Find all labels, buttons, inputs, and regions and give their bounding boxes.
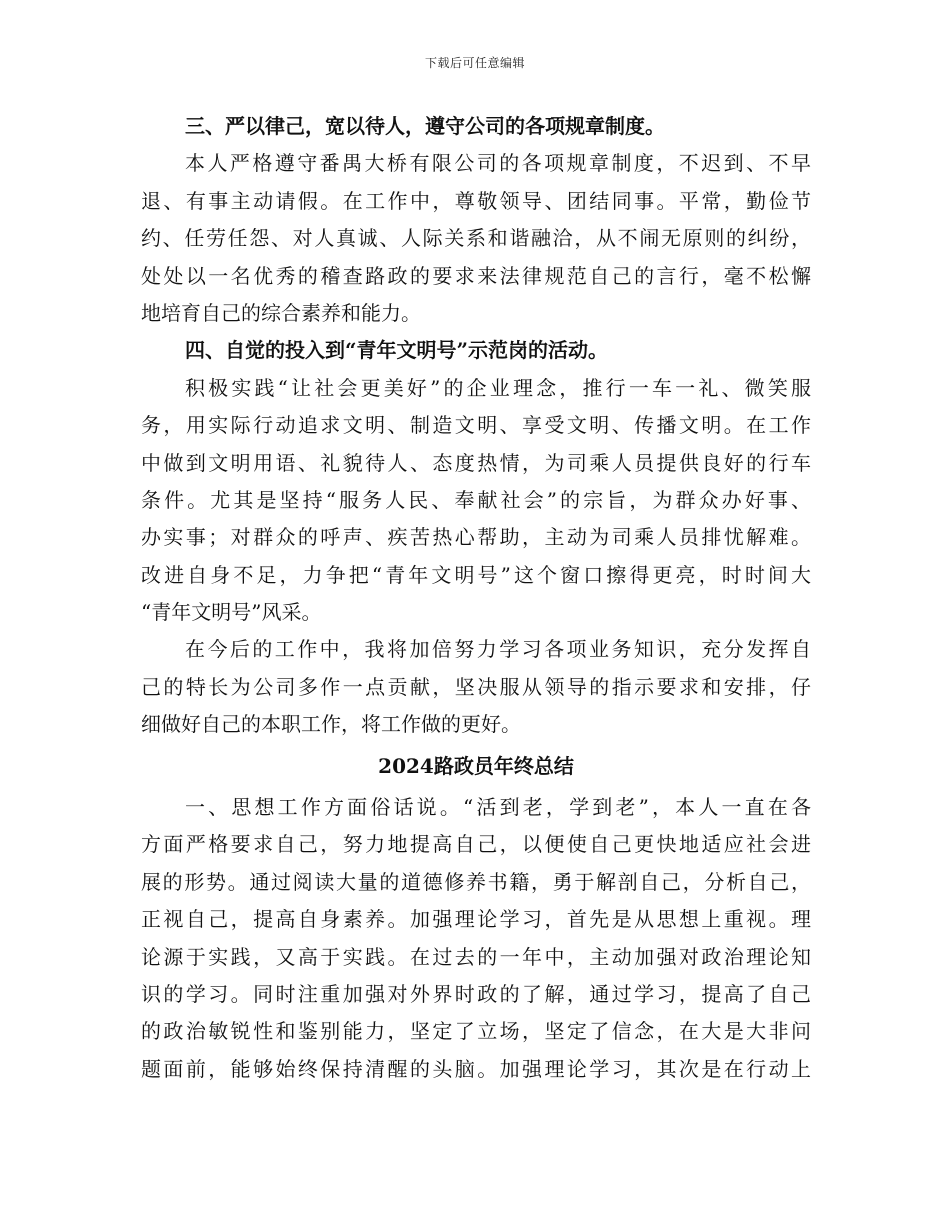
paragraph-first-line: 一、思想工作方面俗话说。“活到老，学到老”，本人一直在各	[185, 795, 811, 820]
paragraph-last-line: 地培育自己的综合素养和能力。	[141, 300, 421, 325]
paragraph-line: 正视自己，提高自身素养。加强理论学习，首先是从思想上重视。理	[141, 907, 811, 932]
paragraph-first-line: 本人严格遵守番禺大桥有限公司的各项规章制度，不迟到、不早	[185, 151, 811, 176]
document-body	[141, 108, 811, 1088]
paragraph-line: 处处以一名优秀的稽查路政的要求来法律规范自己的言行，毫不松懈	[141, 263, 811, 288]
paragraph-first-line: 在今后的工作中，我将加倍努力学习各项业务知识，充分发挥自	[185, 637, 811, 662]
paragraph-line: 改进自身不足，力争把“青年文明号”这个窗口擦得更亮，时时间大	[141, 562, 811, 587]
paragraph-line: 的政治敏锐性和鉴别能力，坚定了立场，坚定了信念，在大是大非问	[141, 1019, 811, 1044]
document-title: 2024路政员年终总结	[378, 753, 574, 778]
paragraph-last-line: “青年文明号”风采。	[141, 600, 322, 625]
paragraph-line: 论源于实践，又高于实践。在过去的一年中，主动加强对政治理论知	[141, 944, 811, 969]
paragraph-line: 识的学习。同时注重加强对外界时政的了解，通过学习，提高了自己	[141, 981, 811, 1006]
paragraph-line: 展的形势。通过阅读大量的道德修养书籍，勇于解剖自己，分析自己，	[141, 869, 811, 894]
paragraph-line: 约、任劳任怨、对人真诚、人际关系和谐融洽，从不闹无原则的纠纷，	[141, 226, 811, 251]
paragraph-first-line: 积极实践“让社会更美好”的企业理念，推行一车一礼、微笑服	[185, 375, 811, 400]
paragraph-line: 中做到文明用语、礼貌待人、态度热情，为司乘人员提供良好的行车	[141, 450, 811, 475]
paragraph-line: 办实事；对群众的呼声、疾苦热心帮助，主动为司乘人员排忧解难。	[141, 525, 811, 550]
page-header: 下载后可任意编辑	[424, 56, 525, 70]
paragraph-line: 条件。尤其是坚持“服务人民、奉献社会”的宗旨，为群众办好事、	[141, 487, 811, 512]
section-heading: 四、自觉的投入到“青年文明号”示范岗的活动。	[185, 338, 609, 363]
paragraph-line: 退、有事主动请假。在工作中，尊敬领导、团结同事。平常，勤俭节	[141, 188, 811, 213]
paragraph-line: 己的特长为公司多作一点贡献，坚决服从领导的指示要求和安排，仔	[141, 674, 811, 699]
paragraph-last-line: 细做好自己的本职工作，将工作做的更好。	[141, 712, 521, 737]
paragraph-line: 题面前，能够始终保持清醒的头脑。加强理论学习，其次是在行动上	[141, 1056, 811, 1081]
section-heading: 三、严以律己，宽以待人，遵守公司的各项规章制度。	[185, 114, 665, 138]
paragraph-line: 方面严格要求自己，努力地提高自己，以便使自己更快地适应社会进	[141, 832, 811, 857]
paragraph-line: 务，用实际行动追求文明、制造文明、享受文明、传播文明。在工作	[141, 413, 811, 438]
